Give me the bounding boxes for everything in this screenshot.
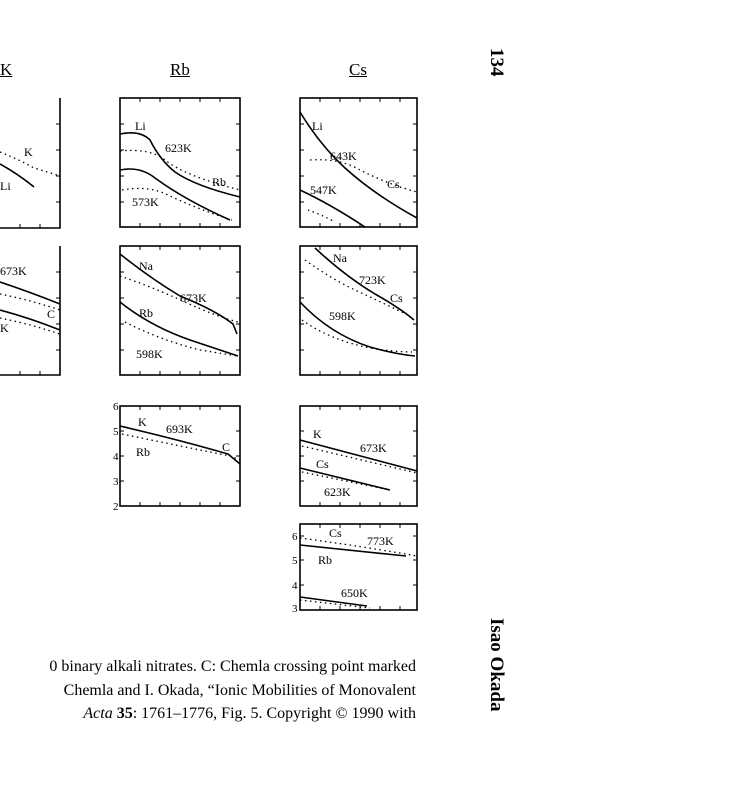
label-650k: 650K	[341, 586, 368, 600]
y-tick-6: 6	[292, 531, 298, 543]
caption-text: Chemla and I. Okada, “Ionic Mobilities of Monovalent	[63, 682, 416, 699]
label-na: Na	[333, 251, 347, 265]
label-li: Li	[135, 119, 146, 133]
caption-line-3	[0, 706, 416, 722]
page-number: 134	[486, 48, 507, 77]
panel-cs-row3	[300, 406, 417, 506]
label-k: K	[313, 427, 322, 441]
label-li: Li	[312, 119, 323, 133]
label-673k: 673K	[0, 264, 27, 278]
panel-k-row1	[0, 98, 60, 228]
label-rb: Rb	[139, 306, 154, 320]
panel-cs-row2	[300, 246, 417, 375]
column-header-k: K	[0, 60, 13, 79]
label-cs: Cs	[390, 291, 403, 305]
label-673k: 673K	[360, 441, 387, 455]
label-rb: Rb	[318, 553, 333, 567]
label-598k: 598K	[136, 347, 163, 361]
caption-text: 0 binary alkali nitrates. C: Chemla crossing point marked	[49, 658, 416, 675]
label-643k: 643K	[330, 149, 357, 163]
label-rb: Rb	[136, 445, 151, 459]
label-cs: Cs	[316, 457, 329, 471]
label-cs: Cs	[329, 526, 342, 540]
label-623k: 623K	[324, 485, 351, 499]
y-tick-6: 6	[113, 401, 119, 413]
label-623k: 623K	[165, 141, 192, 155]
y-tick-4: 4	[292, 580, 298, 592]
caption-line-1	[0, 659, 416, 675]
label-rb: Rb	[212, 175, 227, 189]
y-tick-5: 5	[113, 426, 119, 438]
label-573k: 573K	[132, 195, 159, 209]
column-header-cs: Cs	[349, 60, 367, 79]
panel-cs-row1	[300, 98, 417, 227]
caption-journal: Acta	[83, 705, 113, 722]
label-773k: 773K	[367, 534, 394, 548]
label-673k: 673K	[180, 291, 207, 305]
label-598k: 598K	[329, 309, 356, 323]
caption-volume: 35	[116, 705, 133, 722]
label-c: C	[47, 307, 56, 321]
series-na-dotted	[305, 260, 410, 316]
y-tick-3: 3	[113, 476, 119, 488]
label-k: K	[138, 415, 147, 429]
label-na: Na	[139, 259, 153, 273]
label-693k: 693K	[166, 422, 193, 436]
series-cs-dotted	[302, 320, 412, 352]
caption-citation: : 1761–1776, Fig. 5. Copyright © 1990 with	[132, 705, 416, 722]
y-tick-4: 4	[113, 451, 119, 463]
running-head: Isao Okada	[486, 618, 507, 712]
label-li: Li	[0, 179, 11, 193]
series-na-solid	[120, 254, 237, 334]
label-cs: Cs	[387, 177, 400, 191]
label-547k: 547K	[310, 183, 337, 197]
label-723k: 723K	[359, 273, 386, 287]
y-tick-3: 3	[292, 603, 298, 615]
caption-line-2	[0, 683, 416, 699]
y-tick-5: 5	[292, 555, 298, 567]
label-k: K	[24, 145, 33, 159]
label-k: K	[0, 321, 9, 335]
label-c: C	[222, 440, 231, 454]
y-tick-2: 2	[113, 501, 119, 513]
series-547k-dotted	[308, 210, 335, 222]
column-header-rb: Rb	[170, 60, 190, 79]
